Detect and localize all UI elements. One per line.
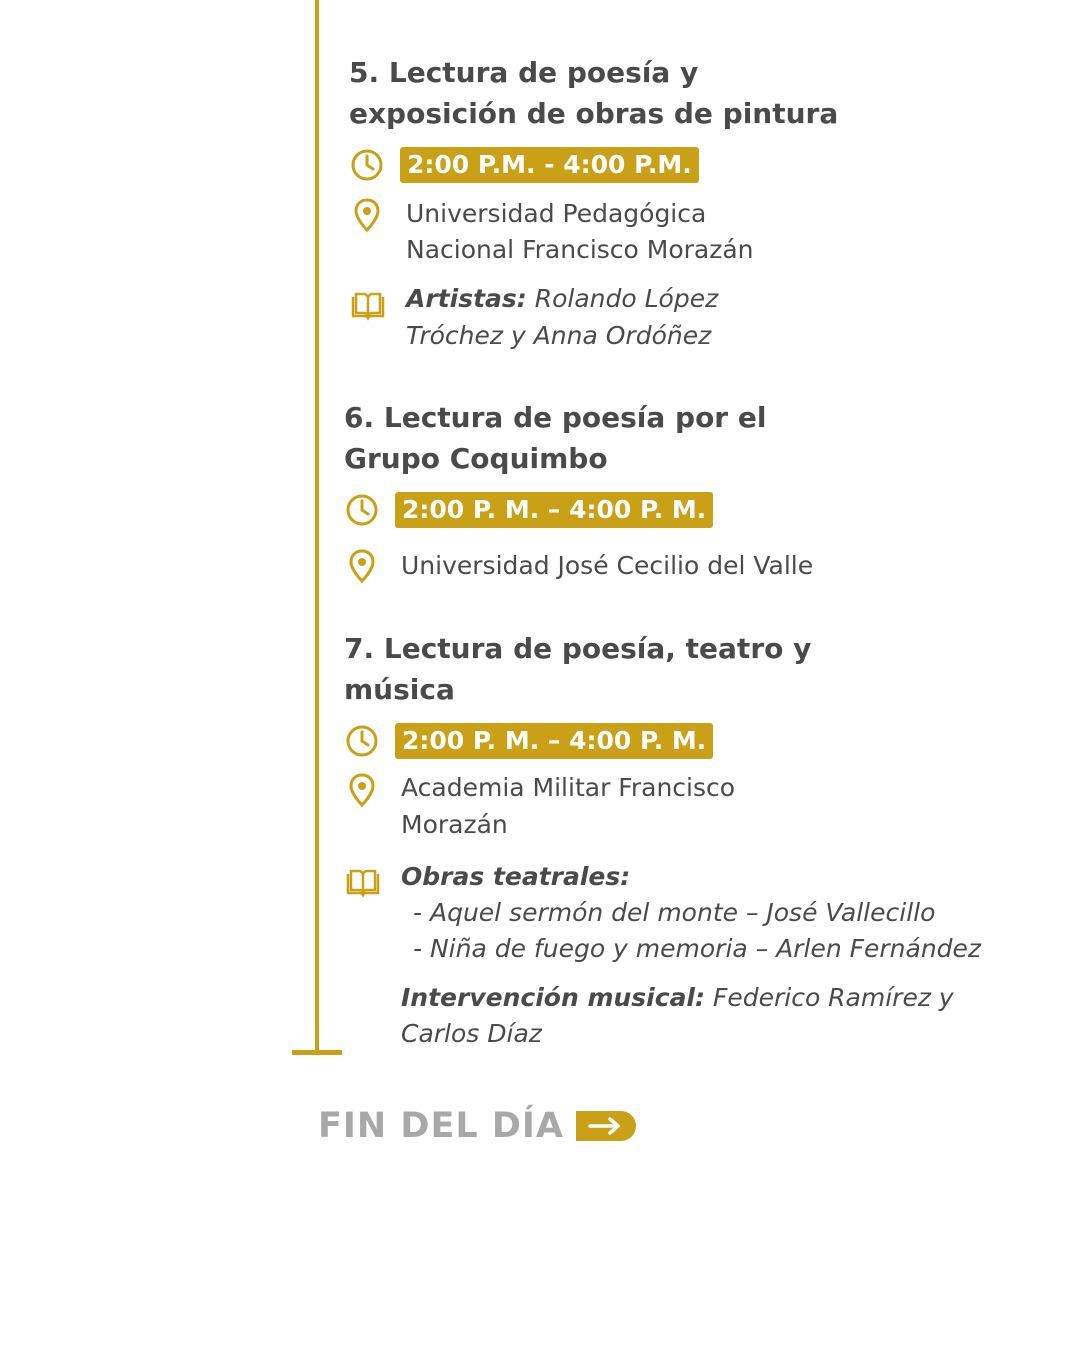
event-7 — [344, 628, 811, 710]
time-badge: 2:00 P. M. – 4:00 P. M. — [395, 492, 713, 528]
artists-line: Tróchez y Anna Ordóñez — [406, 321, 712, 350]
event-6 — [344, 397, 766, 479]
clock-icon — [344, 723, 380, 759]
plays-label: Obras teatrales: — [401, 862, 631, 891]
event-title-line: exposición de obras de pintura — [349, 97, 839, 130]
arrow-right-icon — [576, 1111, 636, 1141]
timeline-end-cap — [292, 1050, 342, 1055]
clock-icon — [349, 147, 385, 183]
location-pin-icon — [349, 197, 385, 233]
music-label: Intervención musical: — [401, 983, 706, 1012]
music-line: Carlos Díaz — [401, 1019, 542, 1048]
artists-line — [406, 281, 718, 317]
play-item: - Niña de fuego y memoria – Arlen Fernández — [413, 934, 982, 963]
open-book-icon — [350, 288, 386, 324]
event-title-line: música — [344, 673, 455, 706]
location-line: Morazán — [401, 810, 508, 839]
music-line — [401, 980, 954, 1016]
location-pin-icon — [344, 548, 380, 584]
event-title-line: 7. Lectura de poesía, teatro y — [344, 632, 812, 665]
event-title-line: 6. Lectura de poesía por el — [344, 401, 767, 434]
location-line: Nacional Francisco Morazán — [406, 235, 754, 264]
time-badge: 2:00 P.M. - 4:00 P.M. — [400, 147, 699, 183]
location-line: Universidad José Cecilio del Valle — [401, 551, 814, 580]
timeline-line — [315, 0, 319, 1054]
location-line: Universidad Pedagógica — [406, 199, 707, 228]
music-names: Federico Ramírez y — [705, 983, 954, 1012]
event-5 — [349, 52, 838, 134]
artists-label: Artistas: — [406, 284, 527, 313]
play-item: - Aquel sermón del monte – José Vallecillo — [413, 898, 936, 927]
end-of-day-footer — [318, 1106, 636, 1146]
open-book-icon — [345, 865, 381, 901]
time-badge: 2:00 P. M. – 4:00 P. M. — [395, 723, 713, 759]
clock-icon — [344, 492, 380, 528]
artists-names: Rolando López — [526, 284, 719, 313]
event-title-line: 5. Lectura de poesía y — [349, 56, 699, 89]
location-line: Academia Militar Francisco — [401, 773, 736, 802]
event-title-line: Grupo Coquimbo — [344, 442, 608, 475]
footer-label: FIN DEL DÍA — [318, 1106, 565, 1146]
location-pin-icon — [344, 772, 380, 808]
